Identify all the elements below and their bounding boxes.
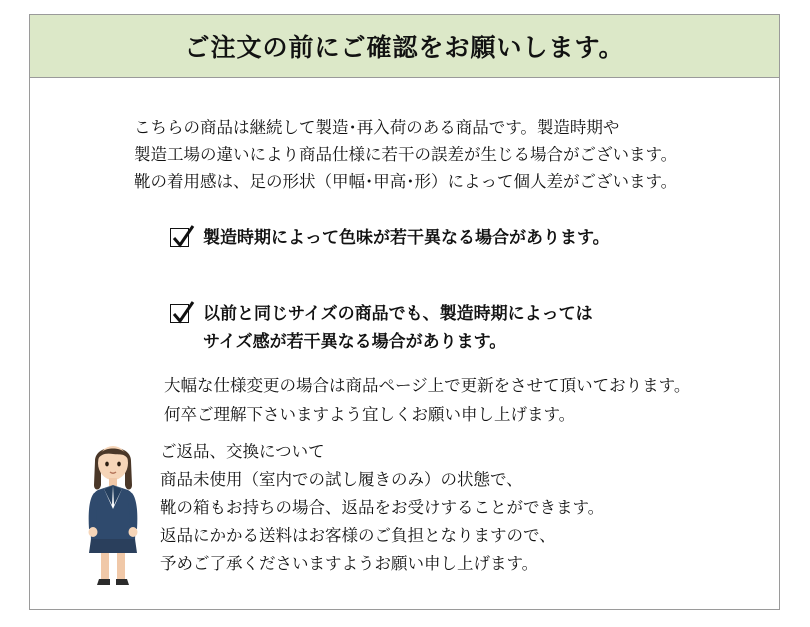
return-line: ご返品、交換について (160, 443, 325, 461)
notice-body (30, 78, 779, 609)
notice-card (29, 14, 780, 610)
checklist-item (170, 300, 593, 356)
checkmark-icon (170, 228, 189, 247)
page-title: ご注文の前にご確認をお願いします。 (184, 34, 625, 62)
notice-header (30, 15, 779, 78)
return-line: 予めご了承くださいますようお願い申し上げます。 (160, 555, 539, 573)
checklist-line: 以前と同じサイズの商品でも、製造時期によっては (203, 304, 593, 323)
checkmark-icon (170, 304, 189, 323)
intro-line: 製造工場の違いにより商品仕様に若干の誤差が生じる場合がございます。 (134, 146, 678, 164)
checklist-line: サイズ感が若干異なる場合があります。 (203, 332, 507, 351)
checklist-item-text (203, 300, 593, 356)
intro-line: こちらの商品は継続して製造･再入荷のある商品です。製造時期や (134, 119, 620, 137)
return-policy-block (160, 438, 604, 578)
update-notice-block (164, 372, 690, 430)
checklist-item (170, 224, 610, 252)
return-line: 返品にかかる送料はお客様のご負担となりますので、 (160, 527, 556, 545)
intro-block (134, 115, 734, 196)
return-line: 商品未使用（室内での試し履きのみ）の状態で、 (160, 471, 523, 489)
return-line: 靴の箱もお持ちの場合、返品をお受けすることができます。 (160, 499, 605, 517)
checklist-item-text (203, 224, 610, 252)
update-line: 何卒ご理解下さいますよう宜しくお願い申し上げます。 (164, 406, 576, 424)
intro-line: 靴の着用感は、足の形状（甲幅･甲高･形）によって個人差がございます。 (134, 173, 678, 191)
update-line: 大幅な仕様変更の場合は商品ページ上で更新をさせて頂いております。 (164, 377, 691, 395)
business-woman-illustration (68, 433, 158, 593)
checklist-line: 製造時期によって色味が若干異なる場合があります。 (203, 228, 610, 247)
